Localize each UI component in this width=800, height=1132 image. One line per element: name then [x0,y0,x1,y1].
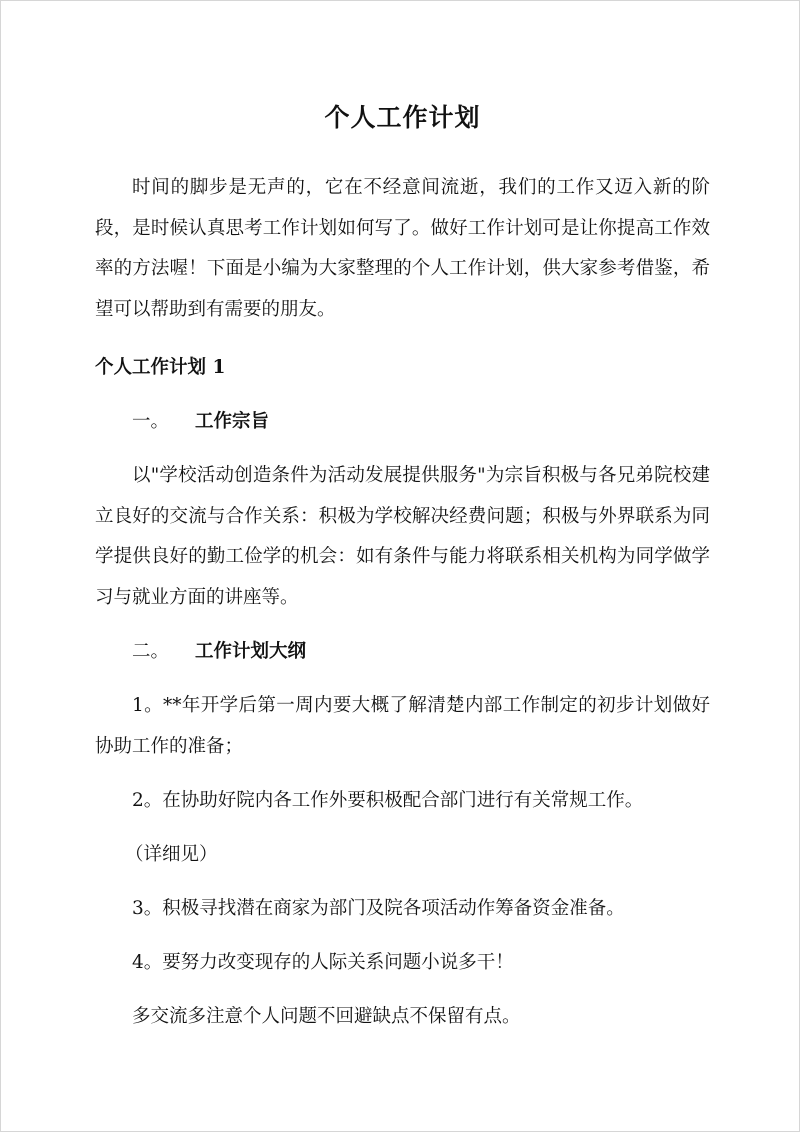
list-item: 1。**年开学后第一周内要大概了解清楚内部工作制定的初步计划做好协助工作的准备； [95,695,710,757]
list-item: （详细见） [125,844,218,865]
subsection-title: 工作宗旨 [195,411,270,432]
intro-paragraph: 时间的脚步是无声的，它在不经意间流逝，我们的工作又迈入新的阶段，是时候认真思考工作计划如何写了。做好工作计划可是让你提高工作效率的方法喔！下面是小编为大家整理的个人工作计划，供大家参考借鉴，希望可以帮助到有需要的朋友。 [95,177,710,320]
section-heading: 个人工作计划 1 [95,357,226,378]
subsection-title: 工作计划大纲 [195,641,307,662]
document-body [95,98,710,1037]
list-item: 多交流多注意个人问题不回避缺点不保留有点。 [132,1006,521,1027]
subsection-heading-2 [132,632,710,672]
subsection-number: 一。 [132,411,170,432]
document-title: 个人工作计划 [324,103,481,132]
subsection-heading-1 [132,402,710,442]
subsection-number: 二。 [132,641,170,662]
list-item: 4。要努力改变现存的人际关系问题小说多干！ [132,952,514,973]
list-item: 2。在协助好院内各工作外要积极配合部门进行有关常规工作。 [132,790,644,811]
purpose-paragraph: 以"学校活动创造条件为活动发展提供服务"为宗旨积极与各兄弟院校建立良好的交流与合作关系：积极为学校解决经费问题；积极与外界联系为同学提供良好的勤工俭学的机会：如有条件与能力将联系相关机构为同学做学习与就业方面的讲座等。 [95,465,710,608]
list-item: 3。积极寻找潜在商家为部门及院各项活动作筹备资金准备。 [132,898,625,919]
